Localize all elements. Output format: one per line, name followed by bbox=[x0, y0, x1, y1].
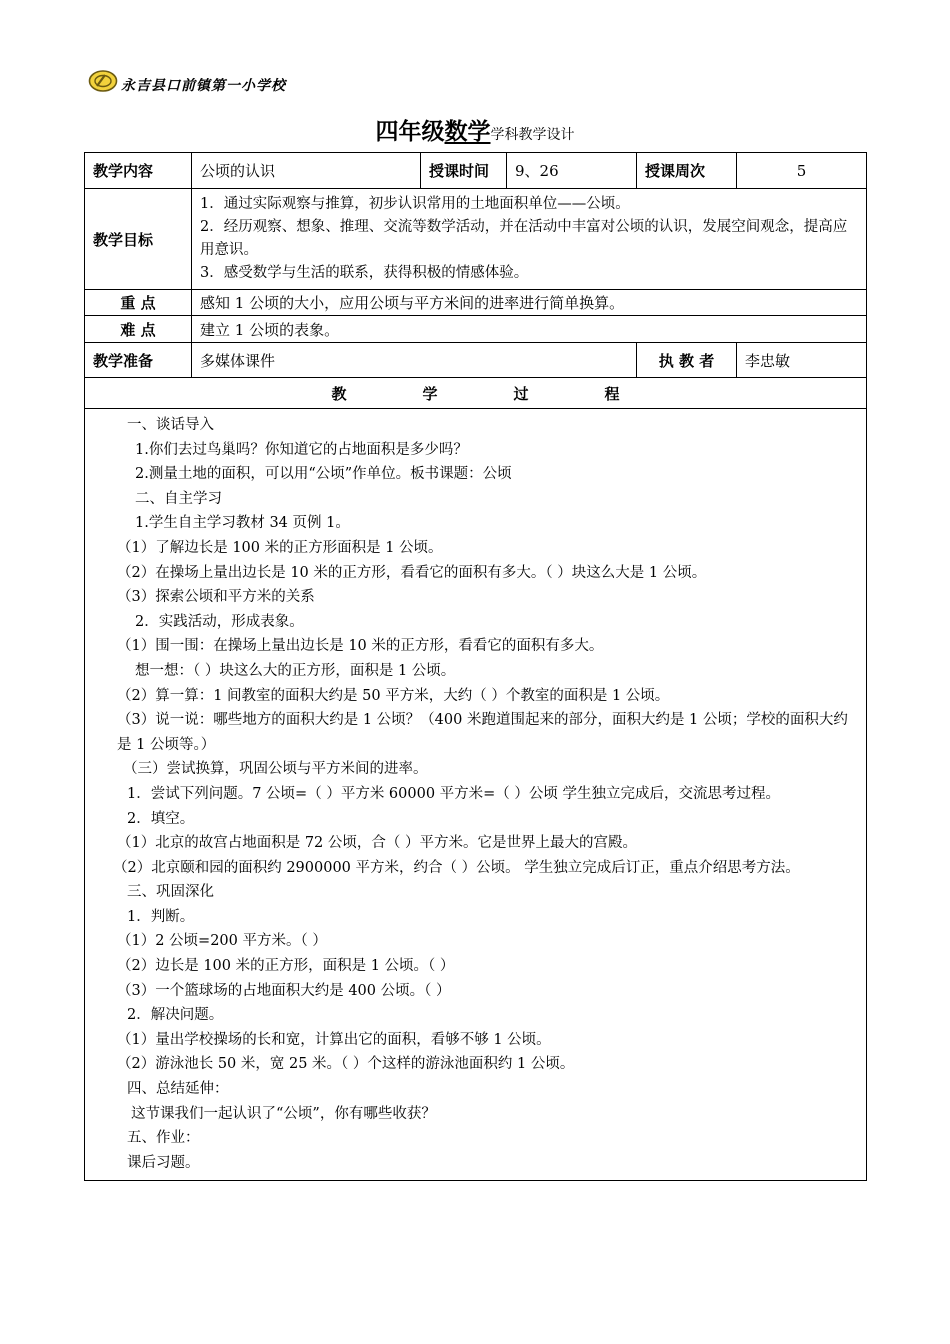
process-line: （2）游泳池长 50 米，宽 25 米。（ ）个这样的游泳池面积约 1 公顷。 bbox=[117, 1056, 575, 1073]
process-title bbox=[85, 378, 867, 409]
process-line: （2）北京颐和园的面积约 2900000 平方米，约合（ ）公顷。 学生独立完成后订正，重点介绍思考方法。 bbox=[113, 859, 800, 876]
process-line: 2．实践活动，形成表象。 bbox=[135, 613, 304, 630]
process-line: 1．尝试下列问题。7 公顷=（ ）平方米 60000 平方米=（ ）公顷 学生独立完成后，交流思考过程。 bbox=[127, 785, 781, 802]
key-point-value: 感知 1 公顷的大小，应用公顷与平方米间的进率进行简单换算。 bbox=[192, 290, 867, 316]
process-line: （1）北京的故宫占地面积是 72 公顷，合（ ）平方米。它是世界上最大的宫殿。 bbox=[117, 835, 638, 852]
process-line: （1）了解边长是 100 米的正方形面积是 1 公顷。 bbox=[117, 539, 443, 556]
prep-value: 多媒体课件 bbox=[192, 343, 637, 378]
teacher-value: 李忠敏 bbox=[737, 343, 867, 378]
lesson-plan-table bbox=[84, 152, 867, 1181]
process-line: （1）围一围：在操场上量出边长是 10 米的正方形，看看它的面积有多大。 bbox=[117, 638, 604, 655]
process-line: （3）探索公顷和平方米的关系 bbox=[117, 589, 315, 606]
teacher-label: 执 教 者 bbox=[637, 343, 737, 378]
process-line: （3）说一说：哪些地方的面积大约是 1 公顷？（400 米跑道围起来的部分，面积大约是 1 公顷；学校的面积大约是 1 公顷等。） bbox=[117, 712, 848, 753]
content-label: 教学内容 bbox=[85, 153, 192, 189]
goals-label: 教学目标 bbox=[85, 189, 192, 290]
process-line: 1.你们去过鸟巢吗？你知道它的占地面积是多少吗？ bbox=[135, 441, 468, 458]
process-line: （2）在操场上量出边长是 10 米的正方形，看看它的面积有多大。（ ）块这么大是 1 公顷。 bbox=[117, 564, 707, 581]
process-line: 五、作业： bbox=[127, 1130, 200, 1147]
document-title bbox=[0, 113, 950, 146]
process-title-char: 学 bbox=[422, 384, 438, 403]
process-line: 一、谈话导入 bbox=[127, 417, 214, 433]
goals-cell bbox=[192, 189, 867, 290]
process-line: 课后习题。 bbox=[127, 1154, 200, 1171]
title-subject: 数学 bbox=[444, 119, 491, 145]
school-name: 永吉县口前镇第一小学校 bbox=[121, 78, 286, 94]
week-label: 授课周次 bbox=[637, 153, 737, 189]
prep-label: 教学准备 bbox=[85, 343, 192, 378]
process-line: （1）量出学校操场的长和宽，计算出它的面积，看够不够 1 公顷。 bbox=[117, 1031, 551, 1048]
difficulty-label: 难 点 bbox=[85, 316, 192, 343]
title-grade: 四年级 bbox=[375, 119, 445, 145]
title-suffix: 学科教学设计 bbox=[490, 127, 575, 143]
process-title-char: 过 bbox=[513, 384, 529, 403]
process-line: 想一想：（ ）块这么大的正方形，面积是 1 公顷。 bbox=[135, 662, 456, 679]
time-value: 9、26 bbox=[507, 153, 637, 189]
goal-item: 1．通过实际观察与推算，初步认识常用的土地面积单位——公顷。 bbox=[200, 196, 630, 212]
process-line: 1.学生自主学习教材 34 页例 1。 bbox=[135, 515, 350, 532]
process-line: 1．判断。 bbox=[127, 908, 195, 925]
school-logo-icon bbox=[88, 69, 118, 93]
goal-item: 3．感受数学与生活的联系，获得积极的情感体验。 bbox=[200, 265, 529, 281]
process-line: 四、总结延伸： bbox=[127, 1081, 229, 1098]
process-line: 2．解决问题。 bbox=[127, 1007, 224, 1024]
process-line: 2.测量土地的面积，可以用“公顷”作单位。板书课题：公顷 bbox=[135, 466, 512, 483]
process-line: （1）2 公顷=200 平方米。（ ） bbox=[117, 933, 327, 950]
process-line: 二、自主学习 bbox=[135, 490, 222, 507]
process-line: 这节课我们一起认识了“公顷”，你有哪些收获？ bbox=[131, 1105, 436, 1122]
process-body bbox=[85, 409, 867, 1181]
process-line: 2．填空。 bbox=[127, 810, 195, 827]
process-title-char: 程 bbox=[604, 384, 620, 403]
school-header bbox=[88, 66, 286, 96]
process-line: （2）边长是 100 米的正方形，面积是 1 公顷。（ ） bbox=[117, 958, 455, 975]
week-value: 5 bbox=[737, 153, 867, 189]
time-label: 授课时间 bbox=[421, 153, 507, 189]
process-line: （3）一个篮球场的占地面积大约是 400 公顷。（ ） bbox=[117, 982, 451, 999]
process-title-char: 教 bbox=[331, 384, 347, 403]
key-point-label: 重 点 bbox=[85, 290, 192, 316]
process-line: （三）尝试换算，巩固公顷与平方米间的进率。 bbox=[123, 761, 428, 778]
content-value: 公顷的认识 bbox=[192, 153, 421, 189]
goal-item: 2．经历观察、想象、推理、交流等数学活动，并在活动中丰富对公顷的认识，发展空间观念，提高应用意识。 bbox=[200, 219, 848, 258]
process-line: 三、巩固深化 bbox=[127, 884, 214, 901]
difficulty-value: 建立 1 公顷的表象。 bbox=[192, 316, 867, 343]
process-line: （2）算一算：1 间教室的面积大约是 50 平方米，大约（ ）个教室的面积是 1 公顷。 bbox=[117, 687, 670, 704]
